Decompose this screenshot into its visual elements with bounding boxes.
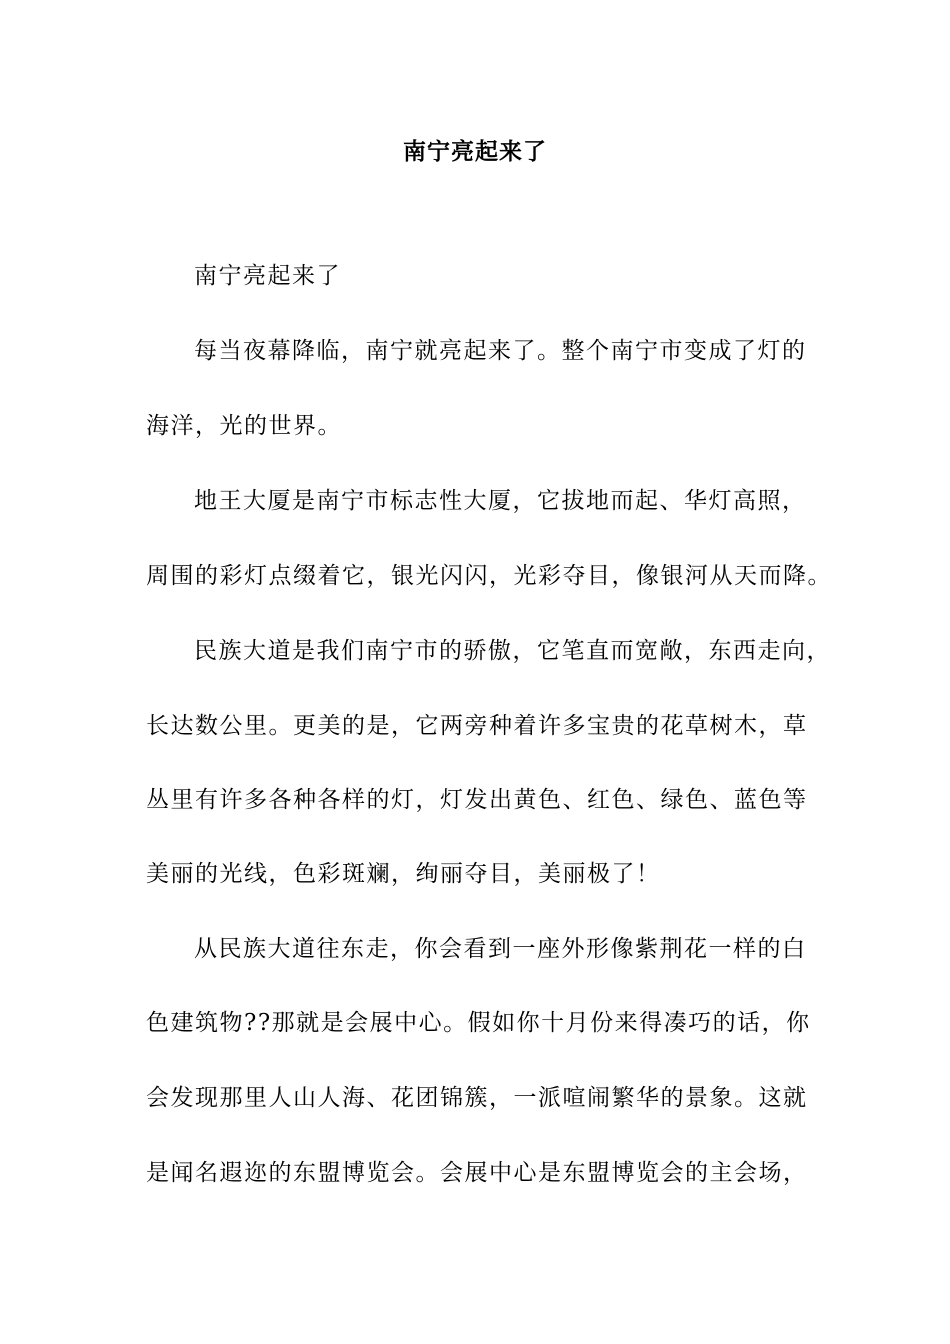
paragraph-5-line-3: 会发现那里人山人海、花团锦簇，一派喧闹繁华的景象。这就 bbox=[146, 1085, 808, 1111]
document-title: 南宁亮起来了 bbox=[403, 138, 547, 165]
paragraph-4-line-2: 长达数公里。更美的是，它两旁种着许多宝贵的花草树木，草 bbox=[146, 713, 808, 739]
paragraph-5-line-4: 是闻名遐迩的东盟博览会。会展中心是东盟博览会的主会场， bbox=[146, 1160, 808, 1186]
paragraph-1-line-1: 南宁亮起来了 bbox=[194, 263, 341, 289]
paragraph-3-line-2: 周围的彩灯点缀着它，银光闪闪，光彩夺目，像银河从天而降。 bbox=[146, 563, 832, 589]
paragraph-3-line-1: 地王大厦是南宁市标志性大厦，它拔地而起、华灯高照， bbox=[194, 488, 807, 514]
paragraph-4-line-4: 美丽的光线，色彩斑斓，绚丽夺目，美丽极了！ bbox=[146, 861, 661, 887]
paragraph-5-line-1: 从民族大道往东走，你会看到一座外形像紫荆花一样的白 bbox=[194, 936, 807, 962]
paragraph-4-line-1: 民族大道是我们南宁市的骄傲，它笔直而宽敞，东西走向， bbox=[194, 638, 831, 664]
paragraph-2-line-1: 每当夜幕降临，南宁就亮起来了。整个南宁市变成了灯的 bbox=[194, 338, 807, 364]
paragraph-4-line-3: 丛里有许多各种各样的灯，灯发出黄色、红色、绿色、蓝色等 bbox=[146, 787, 808, 813]
paragraph-5-line-2: 色建筑物??那就是会展中心。假如你十月份来得凑巧的话，你 bbox=[146, 1010, 811, 1036]
paragraph-2-line-2: 海洋，光的世界。 bbox=[146, 413, 342, 439]
